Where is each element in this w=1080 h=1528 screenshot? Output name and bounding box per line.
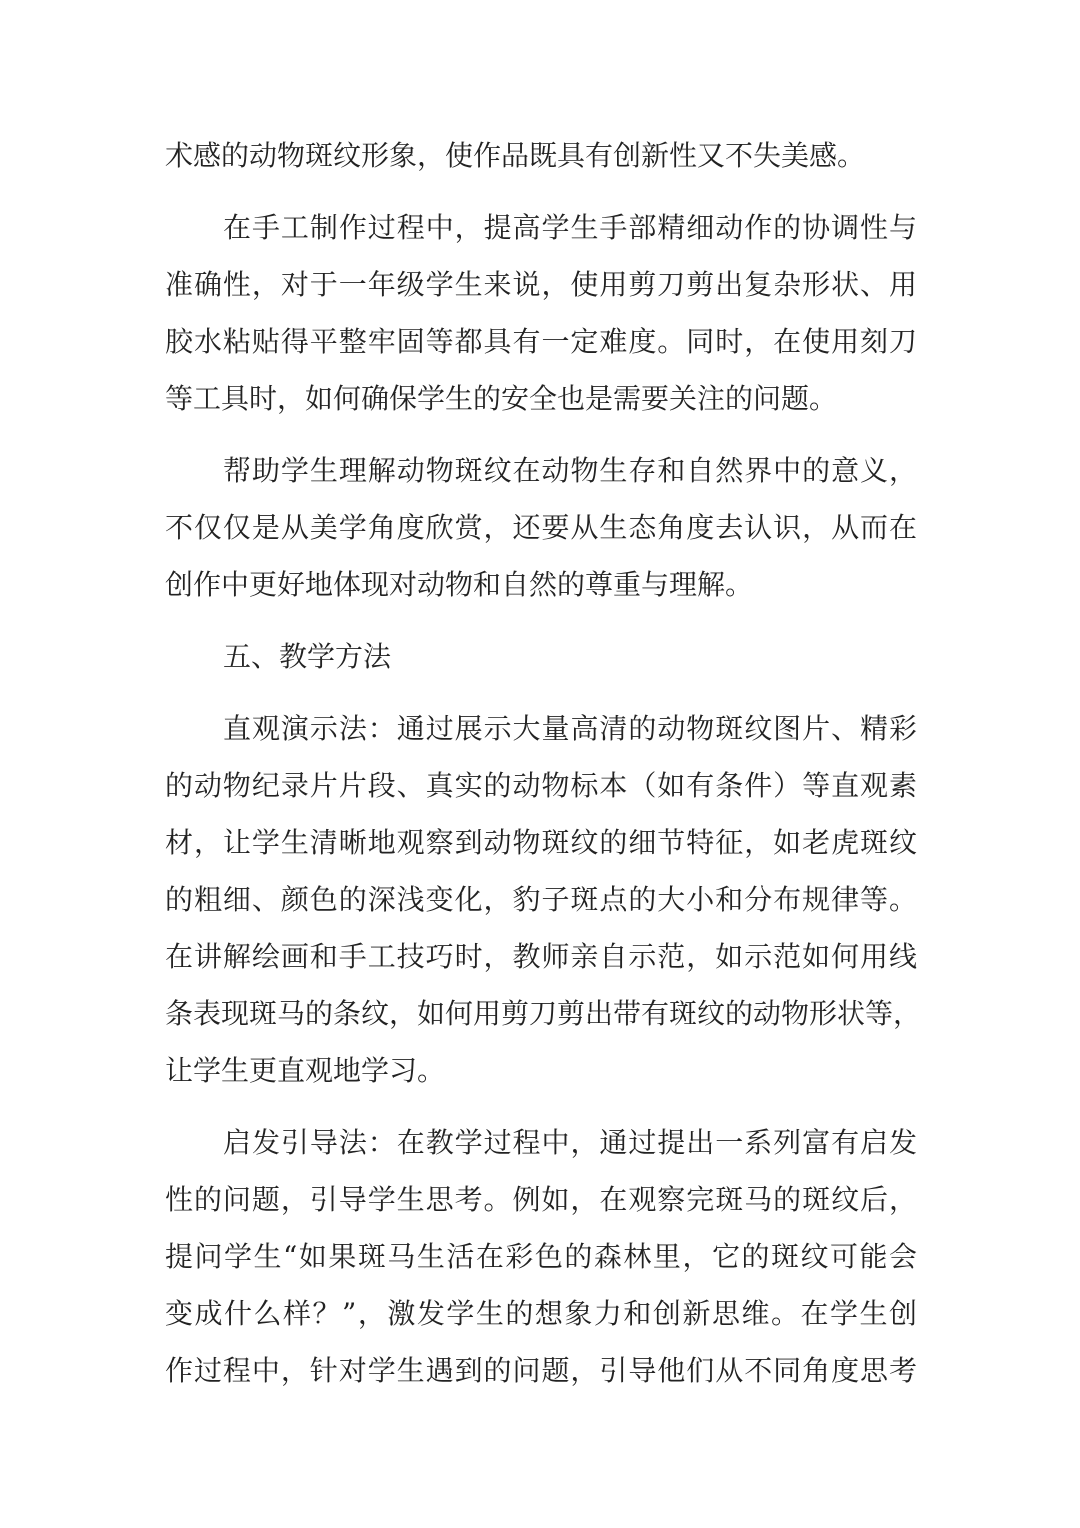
paragraph-pattern-meaning: [165, 442, 917, 613]
text-line: 材，让学生清晰地观察到动物斑纹的细节特征，如老虎斑纹: [165, 826, 917, 859]
section-heading-text: 五、教学方法: [223, 640, 392, 673]
text-line: 作过程中，针对学生遇到的问题，引导他们从不同角度思考: [165, 1354, 917, 1387]
text-line: 胶水粘贴得平整牢固等都具有一定难度。同时，在使用刻刀: [165, 325, 917, 358]
text-line: 准确性，对于一年级学生来说，使用剪刀剪出复杂形状、用: [165, 268, 917, 301]
text-line: 等工具时，如何确保学生的安全也是需要关注的问题。: [165, 382, 838, 415]
text-line: 条表现斑马的条纹，如何用剪刀剪出带有斑纹的动物形状等，: [165, 997, 922, 1030]
text-line: 在讲解绘画和手工技巧时，教师亲自示范，如示范如何用线: [165, 940, 917, 973]
text-line: 术感的动物斑纹形象，使作品既具有创新性又不失美感。: [165, 139, 866, 172]
text-line: 提问学生“如果斑马生活在彩色的森林里，它的斑纹可能会: [165, 1240, 917, 1273]
text-line: 让学生更直观地学习。: [165, 1054, 446, 1087]
paragraph-handcraft-difficulty: [165, 199, 917, 427]
paragraph-demonstration-method: [165, 700, 922, 1099]
document-body: [165, 127, 922, 1414]
text-line: 不仅仅是从美学角度欣赏，还要从生态角度去认识，从而在: [165, 511, 917, 544]
paragraph-continuation: [165, 127, 917, 184]
text-line: 的动物纪录片片段、真实的动物标本（如有条件）等直观素: [165, 769, 917, 802]
text-line: 在手工制作过程中，提高学生手部精细动作的协调性与: [223, 211, 917, 244]
text-line: 变成什么样？”，激发学生的想象力和创新思维。在学生创: [165, 1297, 917, 1330]
text-line: 创作中更好地体现对动物和自然的尊重与理解。: [165, 568, 754, 601]
paragraph-inspiration-method: [165, 1114, 917, 1399]
text-line: 性的问题，引导学生思考。例如，在观察完斑马的斑纹后，: [165, 1183, 917, 1216]
text-line: 启发引导法：在教学过程中，通过提出一系列富有启发: [223, 1126, 917, 1159]
text-line: 的粗细、颜色的深浅变化，豹子斑点的大小和分布规律等。: [165, 883, 917, 916]
text-line: 直观演示法：通过展示大量高清的动物斑纹图片、精彩: [223, 712, 917, 745]
section-heading: [165, 628, 917, 685]
text-line: 帮助学生理解动物斑纹在动物生存和自然界中的意义，: [223, 454, 917, 487]
